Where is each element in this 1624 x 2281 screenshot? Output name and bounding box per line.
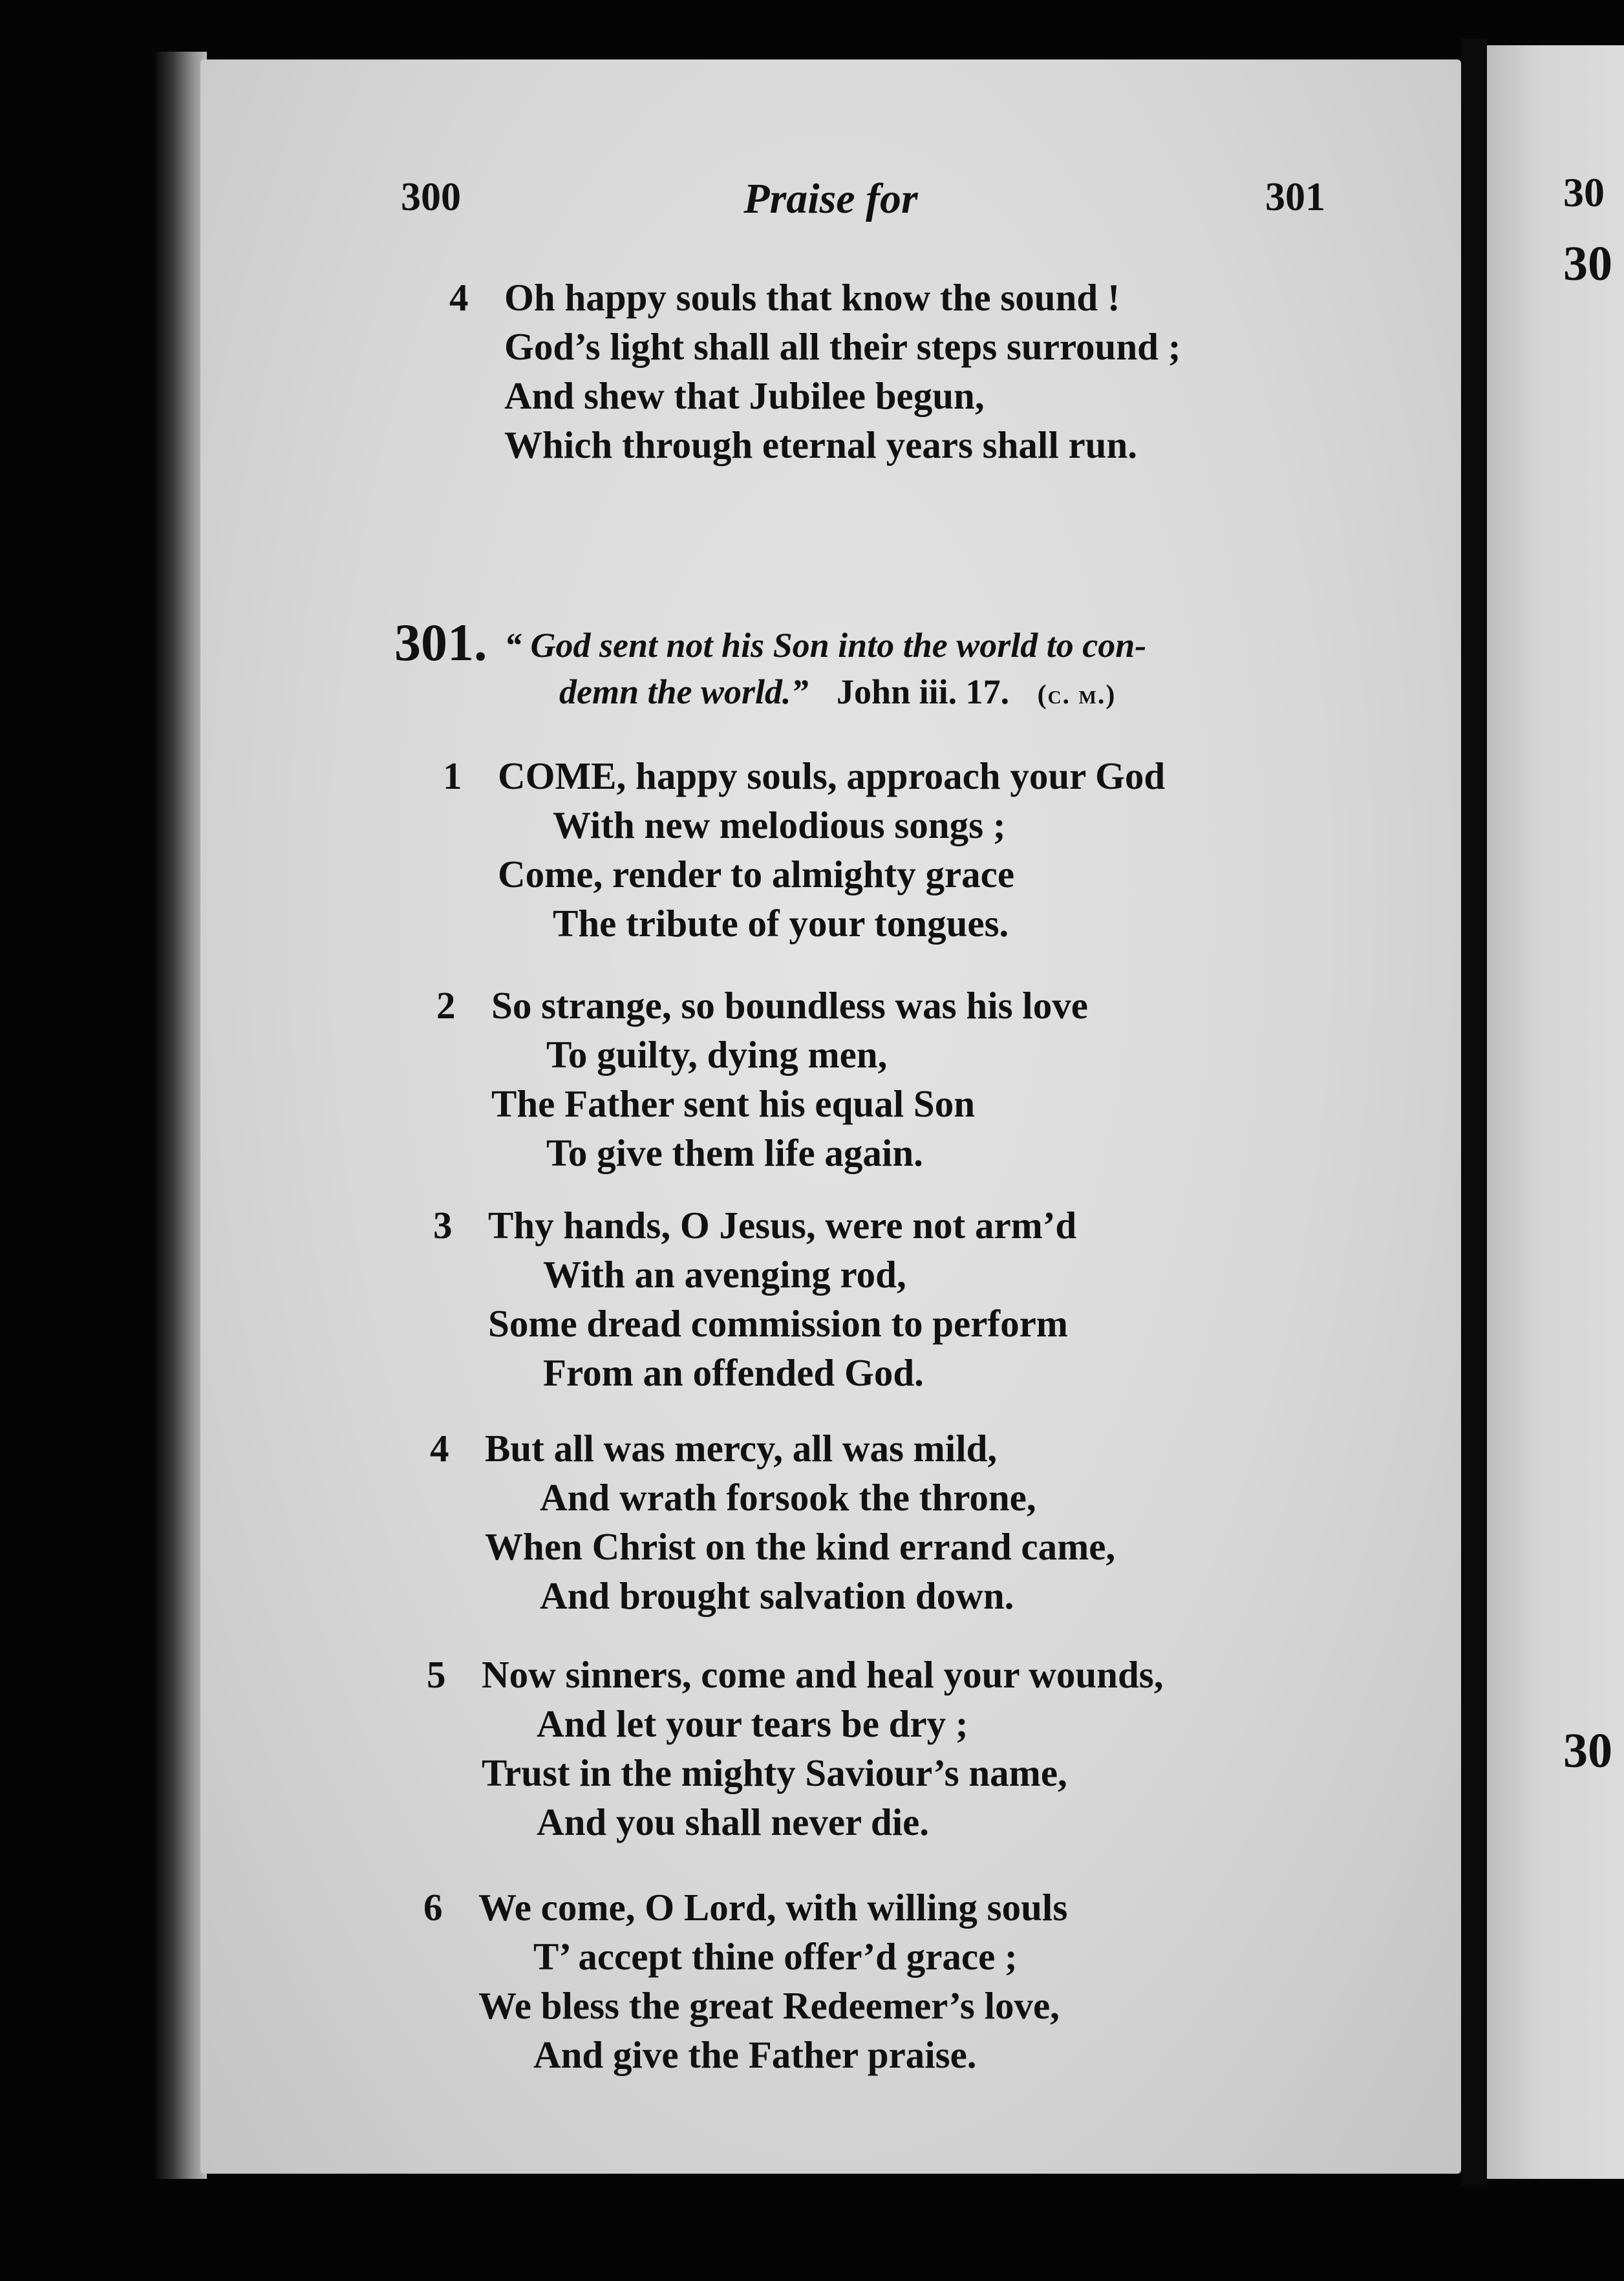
hymn-heading [394, 612, 1416, 729]
verse-number: 2 [436, 984, 456, 1027]
page-header [200, 175, 1461, 233]
hymn-reference: John iii. 17. [837, 672, 1010, 711]
verse-number: 6 [423, 1886, 443, 1929]
verse-line: Oh happy souls that know the sound ! [504, 276, 1120, 319]
hymn-scripture-quote-line1: “ God sent not his Son into the world to con- [504, 626, 1147, 665]
verse-line: And brought salvation down. [540, 1574, 1014, 1617]
book-page [200, 59, 1461, 2174]
verse-line: Which through eternal years shall run. [504, 423, 1138, 466]
verse-line: But all was mercy, all was mild, [485, 1427, 998, 1470]
facing-page-edge [1487, 45, 1624, 2179]
verse-line: The Father sent his equal Son [491, 1082, 976, 1125]
verse-line: Some dread commission to perform [488, 1302, 1068, 1345]
verse-number: 4 [449, 276, 469, 319]
left-page-number: 300 [401, 175, 461, 219]
verse-number: 5 [427, 1653, 446, 1696]
verse-2 [436, 981, 1088, 1177]
facing-page-number-fragment: 30 [1563, 169, 1605, 215]
verse-line: Come, render to almighty grace [498, 853, 1015, 895]
verse-line: And give the Father praise. [533, 2033, 977, 2076]
verse-4 [430, 1424, 1115, 1620]
verse-line: When Christ on the kind errand came, [485, 1525, 1116, 1568]
verse-6 [423, 1883, 1067, 2079]
verse-line: To give them life again. [546, 1131, 923, 1174]
verse-line: With new melodious songs ; [553, 804, 1006, 846]
hymn-scripture-quote-line2 [559, 672, 1116, 712]
verse-1 [443, 751, 1165, 948]
verse-number: 1 [443, 755, 462, 797]
facing-hymn-number-fragment: 30 [1563, 237, 1612, 291]
verse-line: God’s light shall all their steps surround ; [504, 325, 1181, 368]
hymn-quote-end: demn the world.” [559, 672, 809, 711]
verse-line: With an avenging rod, [543, 1253, 906, 1296]
right-page-number: 301 [1265, 175, 1325, 219]
verse-line: So strange, so boundless was his love [491, 984, 1088, 1027]
verse-line: And shew that Jubilee begun, [504, 374, 985, 417]
verse-line: Trust in the mighty Saviour’s name, [482, 1751, 1067, 1794]
hymn-number: 301. [394, 613, 487, 672]
verse-line: And you shall never die. [537, 1801, 930, 1843]
verse-number: 4 [430, 1427, 449, 1470]
verse-line: COME, happy souls, approach your God [498, 755, 1166, 797]
verse-line: To guilty, dying men, [546, 1033, 888, 1076]
running-title: Praise for [743, 175, 918, 222]
verse-line: And let your tears be dry ; [537, 1702, 968, 1745]
verse-3 [433, 1201, 1076, 1397]
page-gutter [1461, 39, 1487, 2185]
verse-line: We bless the great Redeemer’s love, [478, 1984, 1060, 2027]
verse-5 [427, 1650, 1164, 1847]
verse-line: Now sinners, come and heal your wounds, [482, 1653, 1164, 1696]
verse-line: From an offended God. [543, 1351, 924, 1394]
hymn-meter: (c. m.) [1037, 680, 1116, 710]
verse-line: The tribute of your tongues. [553, 902, 1009, 945]
verse-line: Thy hands, O Jesus, were not arm’d [488, 1204, 1077, 1247]
book-binding [155, 52, 207, 2179]
previous-hymn-verse-4 [449, 273, 1181, 469]
verse-line: We come, O Lord, with willing souls [478, 1886, 1068, 1929]
facing-hymn-number-fragment: 30 [1563, 1724, 1612, 1778]
verse-number: 3 [433, 1204, 453, 1247]
verse-line: T’ accept thine offer’d grace ; [533, 1935, 1018, 1978]
verse-line: And wrath forsook the throne, [540, 1476, 1036, 1519]
